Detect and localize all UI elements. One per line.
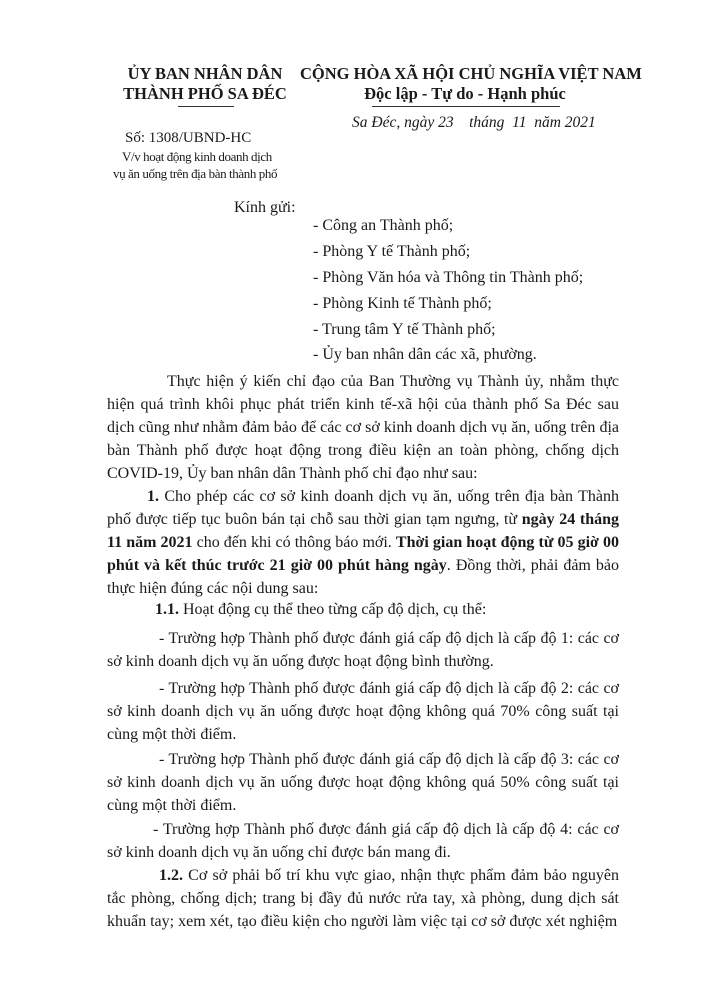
recipient-item: - Phòng Văn hóa và Thông tin Thành phố; (313, 269, 584, 286)
recipients-label: Kính gửi: (234, 199, 296, 216)
item-1-hours: Thời gian hoạt động từ 05 giờ 00 phút và kết thúc trước 21 giờ 00 phút hàng ngày (107, 534, 620, 574)
item-1-2-paragraph (107, 864, 619, 933)
date-line: Sa Đéc, ngày 23 tháng 11 năm 2021 (352, 114, 596, 131)
item-1-1-text: Hoạt động cụ thể theo từng cấp độ dịch, cụ thể: (179, 601, 487, 618)
document-number: Số: 1308/UBND-HC (125, 130, 252, 146)
national-title: CỘNG HÒA XÃ HỘI CHỦ NGHĨA VIỆT NAM (300, 64, 642, 83)
left-header-underline (178, 106, 234, 107)
issuing-org-line2: THÀNH PHỐ SA ĐÉC (123, 84, 287, 103)
subject-line2: vụ ăn uống trên địa bàn thành phố (113, 166, 278, 181)
recipient-item: - Trung tâm Y tế Thành phố; (313, 321, 496, 338)
item-1-number: 1. (147, 488, 159, 505)
motto-underline (372, 106, 560, 107)
item-1-date: ngày 24 tháng 11 năm 2021 (107, 511, 619, 551)
level-4-paragraph: - Trường hợp Thành phố được đánh giá cấp độ dịch là cấp độ 4: các cơ sở kinh doanh dịch vụ ăn uống chỉ được bán mang đi. (107, 821, 619, 861)
intro-paragraph: Thực hiện ý kiến chỉ đạo của Ban Thường vụ Thành ủy, nhằm thực hiện quá trình khôi phục phát triển kinh tế-xã hội của thành phố Sa Đéc sau dịch cũng như nhằm đảm bảo để các cơ sở kinh doanh dịch vụ ăn, uống trên địa bàn Thành phố được hoạt động trong điều kiện an toàn phòng, chống dịch COVID-19, Ủy ban nhân dân Thành phố chỉ đạo như sau: (107, 373, 619, 482)
recipient-item: - Phòng Y tế Thành phố; (313, 243, 471, 260)
item-1-1-heading (107, 598, 619, 621)
level-3-paragraph: - Trường hợp Thành phố được đánh giá cấp độ dịch là cấp độ 3: các cơ sở kinh doanh dịch vụ ăn uống được hoạt động không quá 50% công suất tại cùng một thời điểm. (107, 751, 619, 814)
recipient-item: - Công an Thành phố; (313, 217, 454, 234)
item-1-2-text: Cơ sở phải bố trí khu vực giao, nhận thực phẩm đảm bảo nguyên tắc phòng, chống dịch; trang bị đầy đủ nước rửa tay, xà phòng, dung dịch sát khuẩn tay; xem xét, tạo điều kiện cho người làm việc tại cơ sở được xét nghiệm (107, 867, 619, 930)
subject-line1: V/v hoạt động kinh doanh dịch (122, 149, 272, 164)
issuing-org-line1: ỦY BAN NHÂN DÂN (127, 64, 283, 83)
item-1-2-number: 1.2. (159, 867, 183, 884)
national-motto: Độc lập - Tự do - Hạnh phúc (364, 84, 566, 103)
item-1-paragraph (107, 485, 619, 600)
recipient-item: - Ủy ban nhân dân các xã, phường. (313, 346, 537, 363)
item-1-text-a: Cho phép các cơ sở kinh doanh dịch vụ ăn, uống trên địa bàn Thành phố được tiếp tục buôn bán tại chỗ sau thời gian tạm ngưng, từ (107, 488, 619, 528)
item-1-text-c: cho đến khi có thông báo mới. (192, 534, 396, 551)
level-2-paragraph: - Trường hợp Thành phố được đánh giá cấp độ dịch là cấp độ 2: các cơ sở kinh doanh dịch vụ ăn uống được hoạt động không quá 70% công suất tại cùng một thời điểm. (107, 680, 619, 743)
item-1-text-e: . Đồng thời, phải đảm bảo thực hiện đúng các nội dung sau: (107, 557, 619, 597)
item-1-1-number: 1.1. (155, 601, 179, 618)
level-1-paragraph: - Trường hợp Thành phố được đánh giá cấp độ dịch là cấp độ 1: các cơ sở kinh doanh dịch vụ ăn uống được hoạt động bình thường. (107, 630, 619, 670)
recipient-item: - Phòng Kinh tế Thành phố; (313, 295, 492, 312)
